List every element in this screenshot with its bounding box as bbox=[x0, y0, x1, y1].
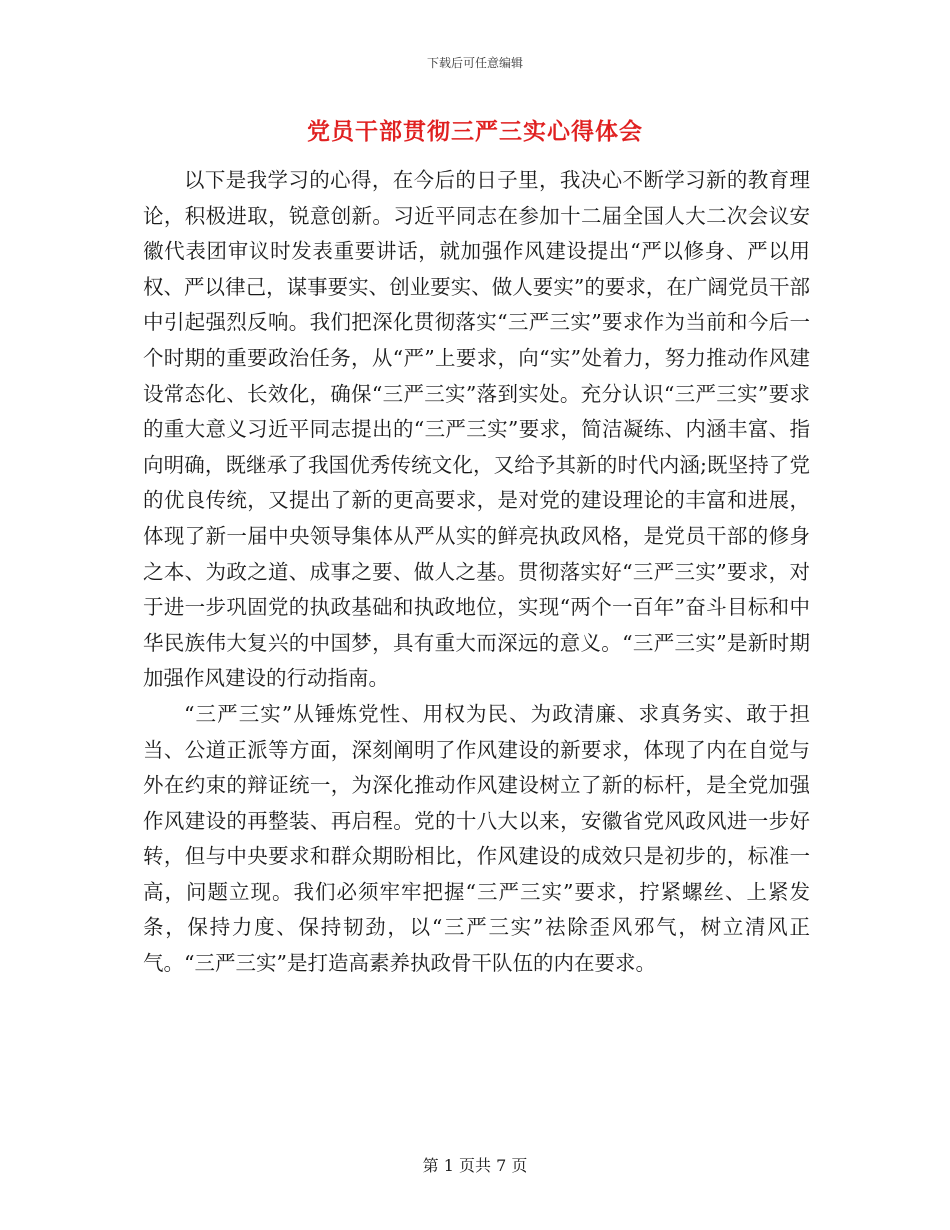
paragraph-1: 以下是我学习的心得，在今后的日子里，我决心不断学习新的教育理论，积极进取，锐意创新。习近平同志在参加十二届全国人大二次会议安徽代表团审议时发表重要讲话，就加强作风建设提出“严以修身、严以用权、严以律己，谋事要实、创业要实、做人要实”的要求，在广阔党员干部中引起强烈反响。我们把深化贯彻落实“三严三实”要求作为当前和今后一个时期的重要政治任务，从“严”上要求，向“实”处着力，努力推动作风建设常态化、长效化，确保“三严三实”落到实处。充分认识“三严三实”要求的重大意义习近平同志提出的“三严三实”要求，简洁凝练、内涵丰富、指向明确，既继承了我国优秀传统文化，又给予其新的时代内涵;既坚持了党的优良传统，又提出了新的更高要求，是对党的建设理论的丰富和进展，体现了新一届中央领导集体从严从实的鲜亮执政风格，是党员干部的修身之本、为政之道、成事之要、做人之基。贯彻落实好“三严三实”要求，对于进一步巩固党的执政基础和执政地位，实现“两个一百年”奋斗目标和中华民族伟大复兴的中国梦，具有重大而深远的意义。“三严三实”是新时期加强作风建设的行动指南。 bbox=[143, 168, 810, 691]
document-title: 党员干部贯彻三严三实心得体会 bbox=[307, 118, 643, 145]
page-footer: 第 1 页共 7 页 bbox=[422, 1156, 528, 1175]
paragraph-2: “三严三实”从锤炼党性、用权为民、为政清廉、求真务实、敢于担当、公道正派等方面，深刻阐明了作风建设的新要求，体现了内在自觉与外在约束的辩证统一，为深化推动作风建设树立了新的标杆，是全党加强作风建设的再整装、再启程。党的十八大以来，安徽省党风政风进一步好转，但与中央要求和群众期盼相比，作风建设的成效只是初步的，标准一高，问题立现。我们必须牢牢把握“三严三实”要求，拧紧螺丝、上紧发条，保持力度、保持韧劲，以“三严三实”祛除歪风邪气，树立清风正气。“三严三实”是打造高素养执政骨干队伍的内在要求。 bbox=[143, 701, 810, 976]
header-note: 下载后可任意编辑 bbox=[426, 56, 523, 70]
document-body bbox=[143, 163, 810, 982]
